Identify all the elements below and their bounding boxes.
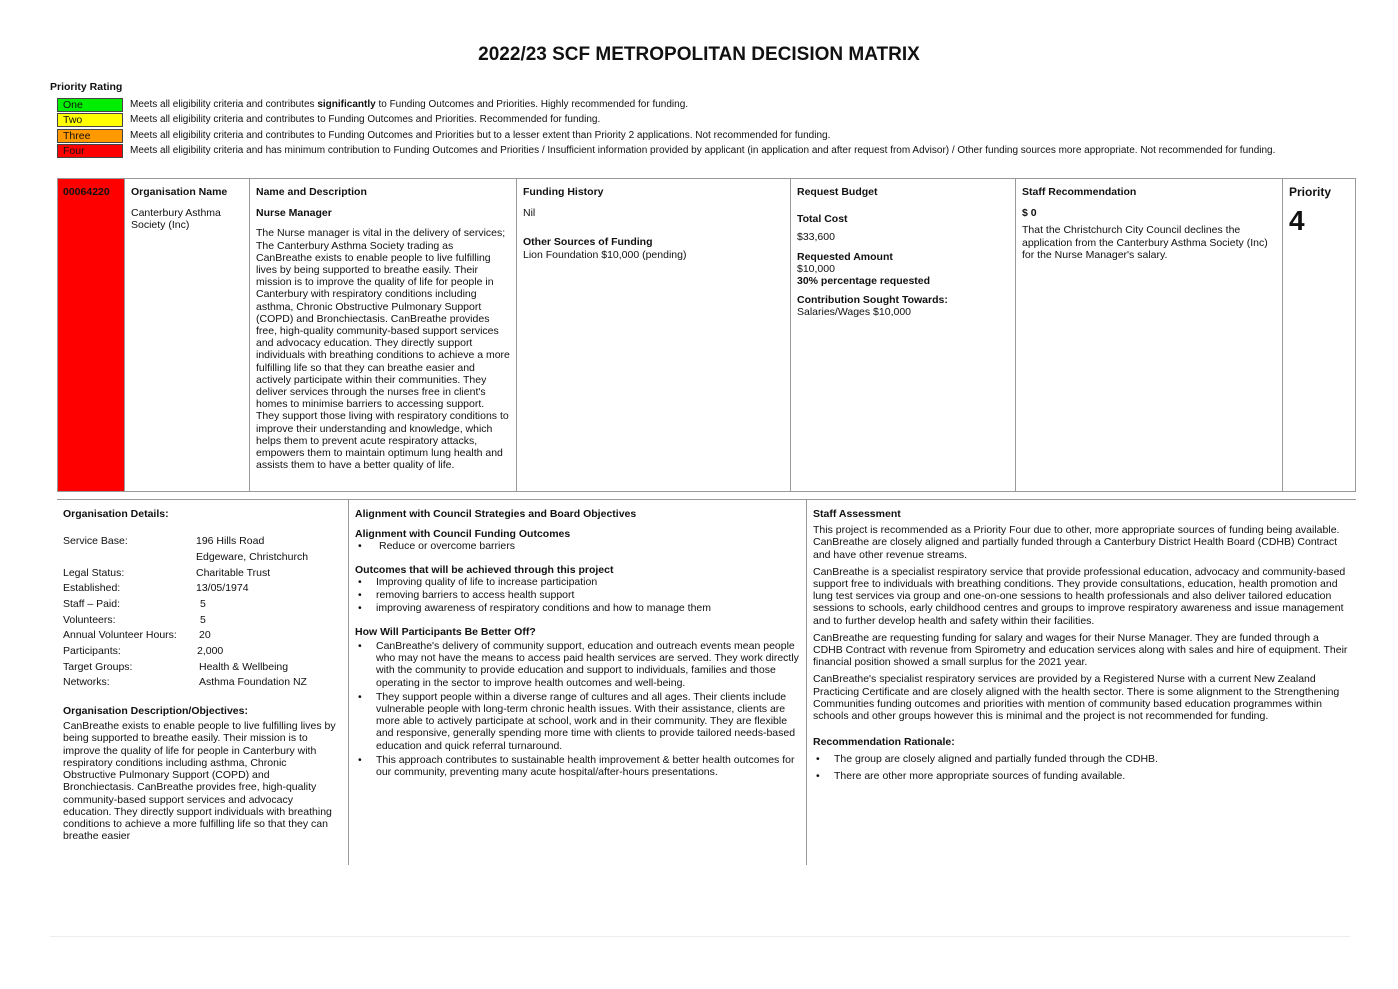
detail-row: Legal Status: Charitable Trust [63,566,271,579]
council-outcomes-list [355,540,800,552]
alignment-column [349,500,807,865]
name-description-cell [250,179,517,491]
council-outcomes-heading: Alignment with Council Funding Outcomes [355,528,571,541]
list-item: • improving awareness of respiratory conditions and how to manage them [355,602,800,615]
assessment-paragraph: CanBreathe are requesting funding for salary and wages for their Nurse Manager. They are funded through a CDHB Contract with revenue from Spirometry and education services along with sales and hire of equipment. Their financial position showed a small surplus for the 2021 year. [813,631,1348,669]
legend-row-four [57,144,1275,160]
page-title: 2022/23 SCF METROPOLITAN DECISION MATRIX [478,44,920,65]
total-cost-label: Total Cost [797,213,848,226]
detail-row: Annual Volunteer Hours: 20 [63,629,211,642]
organisation-name-heading: Organisation Name [131,186,228,198]
detail-row: Volunteers: 5 [63,613,206,626]
details-section [57,499,1356,865]
staff-assessment-column [807,500,1356,865]
footer-divider [50,936,1350,937]
project-name: Nurse Manager [256,207,332,220]
rationale-list [813,753,1350,781]
organisation-description-heading: Organisation Description/Objectives: [63,705,248,718]
funding-history-heading: Funding History [523,186,604,198]
staff-recommendation-amount: $ 0 [1022,207,1037,220]
detail-row: Target Groups: Health & Wellbeing [63,660,289,673]
detail-row: Service Base: 196 Hills Road [63,535,265,548]
organisation-details-column [57,500,349,865]
legend-row-one [57,97,1275,113]
contribution-label: Contribution Sought Towards: [797,294,948,307]
application-summary-table [57,178,1356,492]
legend-text-one: Meets all eligibility criteria and contributes significantly to Funding Outcomes and Priorities. Highly recommended for funding. [130,98,689,110]
legend-text-three: Meets all eligibility criteria and contributes to Funding Outcomes and Priorities but to a lesser extent than Priority 2 applications. Not recommended for funding. [130,129,831,141]
better-off-heading: How Will Participants Be Better Off? [355,625,536,638]
rationale-heading: Recommendation Rationale: [813,736,955,749]
staff-recommendation-text: That the Christchurch City Council declines the application from the Canterbury Asthma Society (Inc) for the Nurse Manager's salary. [1022,224,1268,261]
priority-swatch-four: Four [57,144,123,158]
detail-row: Established: 13/05/1974 [63,582,249,595]
assessment-paragraph: This project is recommended as a Priority Four due to other, more appropriate sources of funding being available. CanBreathe are closely aligned and partially funded through a Canterbury District Health Board (CDHB) Contract and have other revenue streams. [813,524,1340,561]
name-description-heading: Name and Description [256,186,367,198]
detail-row: Participants: 2,000 [63,645,224,658]
detail-row: Staff – Paid: 5 [63,597,206,610]
list-item: • Reduce or overcome barriers [355,540,800,552]
requested-amount-value: $10,000 [797,262,835,275]
other-sources-heading: Other Sources of Funding [523,236,653,249]
legend-row-two [57,113,1275,129]
other-sources-value: Lion Foundation $10,000 (pending) [523,248,687,261]
legend-row-three [57,128,1275,144]
application-id-cell [58,179,125,491]
priority-legend [57,97,1275,159]
priority-swatch-three: Three [57,129,123,143]
total-cost-value: $33,600 [797,231,835,244]
project-description: The Nurse manager is vital in the delivery of services; The Canterbury Asthma Society trading as CanBreathe exists to enable people to live fulfilling lives by being supported to breathe easily. Their mission is to improve the quality of life for people in Canterbury with respiratory conditions including asthma, Chronic Obstructive Pulmonary Support (COPD) and Bronchiectasis. CanBreathe provides free, high-quality community-based support services and advocacy education. They directly support individuals with breathing conditions to achieve a more fulfilling life so that they can breathe easier and actively participate within their communities. They deliver services through the nurses free in client's homes to minimise barriers to accessing support. They support those living with respiratory conditions to improve their understanding and knowledge, which helps them to prevent acute respiratory attacks, empowers them to maintain optimum lung health and assists them to have a better quality of life. [256,227,510,472]
organisation-name-cell [125,179,250,491]
organisation-name: Canterbury Asthma Society (Inc) [131,207,221,232]
percentage-requested: 30% percentage requested [797,275,931,288]
detail-row: Edgeware, Christchurch [196,550,309,563]
list-item: • Improving quality of life to increase participation [355,576,800,589]
priority-heading: Priority [1289,185,1332,199]
application-id: 00064220 [63,186,110,198]
funding-history-value: Nil [523,207,536,220]
assessment-paragraph: CanBreathe's specialist respiratory services are provided by a Registered Nurse with a current New Zealand Practicing Certificate and are closely aligned with the health sector. There is some alignment to the Strengthening Communities funding outcomes and priorities with mention of community based education programmes within schools and other groups however this is minimal and the project is not recommended for funding. [813,673,1340,723]
list-item: • CanBreathe's delivery of community support, education and outreach events mean people who may not have the means to access paid health services are served. They work directly with the community to provide education and support to individuals, families and those operating in the sector to improve health outcomes and well-being. [355,640,800,689]
list-item: • This approach contributes to sustainable health improvement & better health outcomes for our community, preventing many acute hospital/after-hours presentations. [355,754,800,778]
alignment-heading: Alignment with Council Strategies and Board Objectives [355,508,637,520]
assessment-paragraph: CanBreathe is a specialist respiratory service that provide professional education, advocacy and community-based support free to individuals with breathing conditions. They provide consultations, education, health promotion and lung test services via group and one-on-one sessions to health professionals and also deliver tailored education sessions to schools, early childhood centres and groups to improve respiratory awareness and issue management and to further develop health and safety within their facilities. [813,565,1346,627]
list-item: • The group are closely aligned and partially funded through the CDHB. [813,753,1350,765]
list-item: • removing barriers to access health support [355,589,800,602]
priority-cell [1283,179,1355,491]
legend-text-four: Meets all eligibility criteria and has minimum contribution to Funding Outcomes and Priorities / Insufficient information provided by applicant (in application and after request from Advisor) / Other funding sources more appropriate. Not recommended for funding. [130,145,1276,157]
priority-swatch-two: Two [57,113,123,127]
priority-value: 4 [1289,205,1305,237]
legend-text-two: Meets all eligibility criteria and contributes to Funding Outcomes and Priorities. Recommended for funding. [130,114,601,126]
organisation-details-heading: Organisation Details: [63,508,169,520]
staff-recommendation-cell [1016,179,1283,491]
list-item: • They support people within a diverse range of cultures and all ages. Their clients include vulnerable people with long-term chronic health issues. With their assistance, clients are more able to actively participate at school, work and in their community. They are flexible and responsive, generally spending more time with clients to provide tailored needs-based education and quick referral turnaround. [355,691,800,752]
priority-rating-heading: Priority Rating [50,81,123,93]
priority-swatch-one: One [57,98,123,112]
detail-row: Networks: Asthma Foundation NZ [63,676,307,689]
contribution-value: Salaries/Wages $10,000 [797,306,912,319]
staff-recommendation-heading: Staff Recommendation [1022,186,1137,198]
staff-assessment-heading: Staff Assessment [813,508,901,520]
organisation-description: CanBreathe exists to enable people to live fulfilling lives by being supported to breathe easily. Their mission is to improve the quality of life for people in Canterbury with respiratory conditions including asthma, Chronic Obstructive Pulmonary Support (COPD) and Bronchiectasis. CanBreathe provides free, high-quality community-based support services and advocacy education. They directly support individuals with breathing conditions to achieve a more fulfilling life so that they can breathe easier [63,720,336,843]
project-outcomes-heading: Outcomes that will be achieved through this project [355,563,614,576]
list-item: • There are other more appropriate sources of funding available. [813,770,1350,782]
funding-history-cell [517,179,791,491]
requested-amount-label: Requested Amount [797,250,893,263]
project-outcomes-list [355,576,800,615]
request-budget-heading: Request Budget [797,186,878,198]
request-budget-cell [791,179,1016,491]
better-off-list [355,640,800,778]
